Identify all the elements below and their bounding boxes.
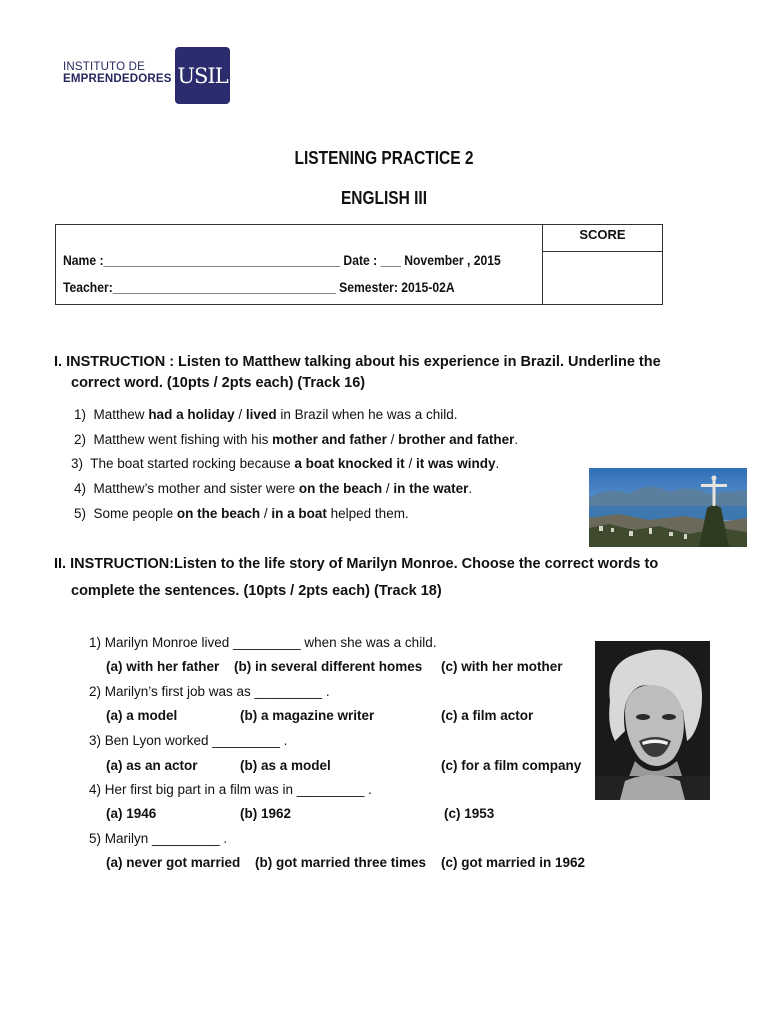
section1-heading-line1: I. INSTRUCTION : Listen to Matthew talking about his experience in Brazil. Underline the: [54, 354, 661, 370]
date-value: November , 2015: [404, 253, 501, 268]
name-row: [63, 253, 501, 268]
option-a[interactable]: (a) with her father: [106, 659, 220, 674]
option-c[interactable]: (c) for a film company: [441, 758, 582, 773]
semester-text: Semester: 2015-02A: [339, 280, 455, 295]
option-a[interactable]: mother and father: [272, 432, 387, 447]
score-label: SCORE: [579, 227, 626, 242]
section1-item: 3) The boat started rocking because a boat knocked it / it was windy.: [71, 456, 500, 471]
option-a[interactable]: on the beach: [176, 506, 261, 521]
option-c[interactable]: (c) a film actor: [441, 708, 534, 723]
section2-heading-line1: II. INSTRUCTION:Listen to the life story of Marilyn Monroe. Choose the correct words to: [54, 556, 659, 572]
section1-item: 2) Matthew went fishing with his mother and father / brother and father.: [74, 432, 519, 447]
option-c[interactable]: (c) 1953: [444, 806, 495, 821]
rio-de-janeiro-photo: [589, 468, 747, 547]
section1-item: 1) Matthew had a holiday / lived in Brazil when he was a child.: [74, 407, 458, 422]
usil-logo-badge: USIL: [175, 47, 230, 104]
score-divider: [542, 251, 663, 252]
option-c[interactable]: (c) got married in 1962: [441, 855, 586, 870]
option-b[interactable]: (b) 1962: [240, 806, 292, 821]
marilyn-monroe-photo: [595, 641, 710, 800]
institute-logo-text: [63, 61, 172, 85]
option-b[interactable]: in the water: [393, 481, 469, 496]
question-text: 3) Ben Lyon worked _________ .: [89, 733, 288, 748]
section1-item: 5) Some people on the beach / in a boat helped them.: [74, 506, 409, 521]
page-subtitle: ENGLISH III: [340, 188, 428, 208]
question-text: 5) Marilyn _________ .: [89, 831, 228, 846]
teacher-label: Teacher:: [63, 280, 113, 295]
day-blank[interactable]: ___: [380, 253, 401, 268]
option-b[interactable]: lived: [245, 407, 277, 422]
question-text: 4) Her first big part in a film was in _________ .: [89, 782, 372, 797]
option-a[interactable]: (a) as an actor: [106, 758, 198, 773]
name-label: Name :: [63, 253, 104, 268]
logo-line2: EMPRENDEDORES: [63, 73, 172, 85]
teacher-row: [63, 280, 455, 295]
section2-heading-line2: complete the sentences. (10pts / 2pts each) (Track 18): [71, 583, 442, 599]
option-a[interactable]: (a) never got married: [106, 855, 241, 870]
section1-item: 4) Matthew’s mother and sister were on the beach / in the water.: [74, 481, 473, 496]
logo-line1: INSTITUTO DE: [63, 61, 146, 73]
option-c[interactable]: (c) with her mother: [441, 659, 563, 674]
option-b[interactable]: in a boat: [271, 506, 327, 521]
option-b[interactable]: (b) a magazine writer: [240, 708, 375, 723]
page-title: LISTENING PRACTICE 2: [294, 148, 474, 168]
question-text: 1) Marilyn Monroe lived _________ when she was a child.: [89, 635, 437, 650]
option-a[interactable]: a boat knocked it: [294, 456, 405, 471]
option-b[interactable]: (b) got married three times: [255, 855, 427, 870]
option-a[interactable]: (a) a model: [106, 708, 178, 723]
option-b[interactable]: (b) in several different homes: [234, 659, 423, 674]
name-blank[interactable]: ___________________________________: [103, 253, 341, 268]
date-label: Date :: [343, 253, 378, 268]
option-b[interactable]: it was windy: [415, 456, 496, 471]
teacher-blank[interactable]: _________________________________: [112, 280, 336, 295]
option-a[interactable]: (a) 1946: [106, 806, 157, 821]
option-a[interactable]: had a holiday: [148, 407, 235, 422]
question-text: 2) Marilyn’s first job was as _________ .: [89, 684, 330, 699]
option-a[interactable]: on the beach: [298, 481, 383, 496]
option-b[interactable]: (b) as a model: [240, 758, 331, 773]
section1-heading-line2: correct word. (10pts / 2pts each) (Track 16): [71, 375, 366, 391]
option-b[interactable]: brother and father: [398, 432, 515, 447]
